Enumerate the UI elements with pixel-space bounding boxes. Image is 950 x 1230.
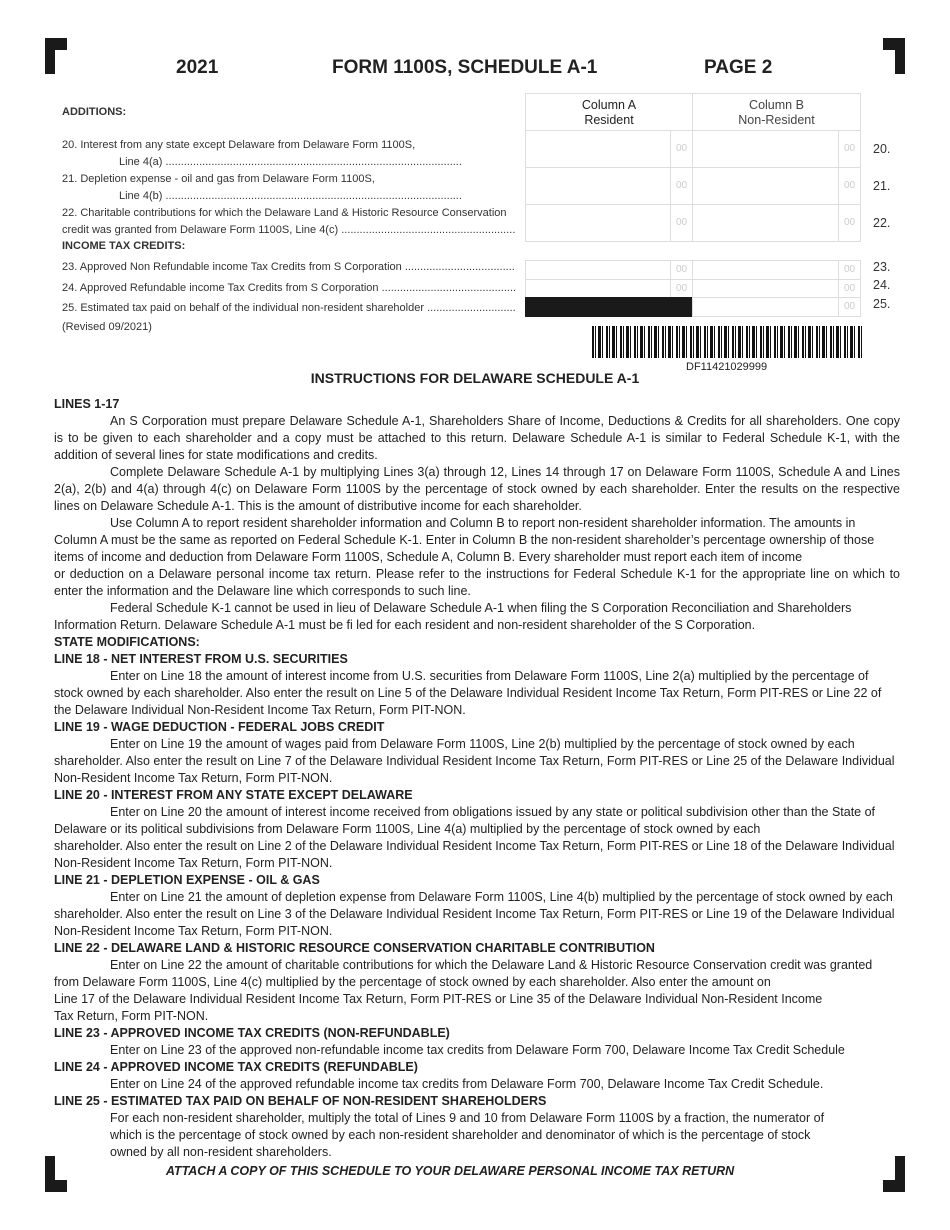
heading-state-modifications: STATE MODIFICATIONS: — [54, 635, 200, 649]
line-23-column-a-cents-text: 00 — [675, 264, 688, 275]
line-24-column-b-field[interactable] — [692, 279, 839, 298]
instructions-title: INSTRUCTIONS FOR DELAWARE SCHEDULE A-1 — [310, 370, 640, 386]
line-24-column-a-field[interactable] — [525, 279, 671, 298]
column-a-header — [525, 93, 693, 131]
heading-line-18: LINE 18 - NET INTEREST FROM U.S. SECURITIES — [54, 652, 348, 666]
paragraph-line-21: Enter on Line 21 the amount of depletion expense from Delaware Form 1100S, Line 4(b) multiplied by the percentage of stock owned by each shareholder. Also enter the result on Line 3 of the Delaware Individual Resident Income Tax Return, Form PIT-RES or Line 19 of the Delaware Individual Non-Resident Income Tax Return, Form PIT-NON. — [54, 890, 895, 938]
line-21-column-b-field[interactable] — [692, 167, 839, 205]
heading-line-25: LINE 25 - ESTIMATED TAX PAID ON BEHALF OF NON-RESIDENT SHAREHOLDERS — [54, 1094, 547, 1108]
line-25-column-b-field[interactable] — [692, 297, 839, 317]
paragraph-line-22: Enter on Line 22 the amount of charitable contributions for which the Delaware Land & Historic Resource Conservation credit was granted from Delaware Form 1100S, Line 4(c) multiplied by the percentage of stock owned by each shareholder. Also enter the amount on — [54, 958, 873, 989]
paragraph-3-cont: or deduction on a Delaware personal income tax return. Please refer to the instructions for Federal Schedule K-1 for the appropriate line on which to enter the information and the Delaware line which corresponds to such line. — [54, 567, 900, 598]
corner-mark-top-left-tab — [45, 38, 67, 50]
paragraph-line-20-cont: shareholder. Also enter the result on Line 2 of the Delaware Individual Resident Income Tax Return, Form PIT-RES or Line 18 of the Delaware Individual Non-Resident Income Tax Return, Form PIT-NON. — [54, 839, 895, 870]
paragraph-line-24: Enter on Line 24 of the approved refundable income tax credits from Delaware Form 700, Delaware Income Tax Credit Schedule. — [110, 1077, 824, 1091]
column-a-title: Column A — [581, 98, 637, 112]
line-25-number: 25. — [873, 297, 891, 311]
paragraph-3: Use Column A to report resident shareholder information and Column B to report non-resident shareholder information. The amounts in Column A must be the same as reported on Federal Schedule K-1. Enter in Column B the non-resident shareholder’s percentage ownership of those items of income and deduction from Delaware Form 1100S, Schedule A, Column B. Every shareholder must report each item of income — [54, 516, 875, 564]
form-year: 2021 — [176, 57, 219, 78]
heading-lines-1-17: LINES 1-17 — [54, 397, 120, 411]
form-title: FORM 1100S, SCHEDULE A-1 — [332, 57, 598, 78]
column-a-subtitle: Resident — [584, 113, 634, 127]
paragraph-4: Federal Schedule K-1 cannot be used in lieu of Delaware Schedule A-1 when filing the S Corporation Reconciliation and Shareholders Information Return. Delaware Schedule A-1 must be fi led for each resident and non-resident shareholder of the S Corporation. — [54, 601, 852, 632]
additions-heading: ADDITIONS: — [62, 106, 127, 118]
line-25-label: 25. Estimated tax paid on behalf of the individual non-resident shareholder ............................. — [62, 302, 516, 314]
line-24-number: 24. — [873, 278, 891, 292]
line-24-column-b-cents-text: 00 — [843, 283, 856, 294]
line-21-column-b-cents-text: 00 — [843, 180, 856, 191]
line-20-column-a-cents-text: 00 — [675, 143, 688, 154]
line-25-column-b-cents-text: 00 — [843, 301, 856, 312]
line-22-column-a-cents-text: 00 — [675, 217, 688, 228]
line-20-label-cont: Line 4(a) ................................................................................................. — [119, 156, 462, 168]
corner-mark-bottom-left-tab — [45, 1180, 67, 1192]
line-23-column-b-cents-text: 00 — [843, 264, 856, 275]
paragraph-2: Complete Delaware Schedule A-1 by multiplying Lines 3(a) through 12, Lines 14 through 17 on Delaware Form 1100S, Schedule A and Lines 2(a), 2(b) and 4(a) through 4(c) on Delaware Form 1100S by the percentage of stock owned by each shareholder. Enter the results on the respective lines on Delaware Schedule A-1. This is the amount of distributive income for each shareholder. — [54, 465, 900, 513]
line-22-column-b-cents-text: 00 — [843, 217, 856, 228]
paragraph-line-22-cont2: Tax Return, Form PIT-NON. — [54, 1009, 209, 1023]
paragraph-line-18: Enter on Line 18 the amount of interest income from U.S. securities from Delaware Form 1100S, Line 2(a) multiplied by the percentage of stock owned by each shareholder. Also enter the result on Line 5 of the Delaware Individual Resident Income Tax Return, Form PIT-RES or Line 22 of the Delaware Individual Non-Resident Income Tax Return, Form PIT-NON. — [54, 669, 882, 717]
line-20-column-b-field[interactable] — [692, 130, 839, 168]
paragraph-1: An S Corporation must prepare Delaware Schedule A-1, Shareholders Share of Income, Deductions & Credits for all shareholders. One copy is to be given to each shareholder and a copy must be attached to this return. Delaware Schedule A-1 is similar to Federal Schedule K-1, with the addition of several lines for state modifications and credits. — [54, 414, 900, 462]
paragraph-line-25: For each non-resident shareholder, multiply the total of Lines 9 and 10 from Delaware Form 1100S by a fraction, the numerator of which is the percentage of stock owned by each non-resident shareholder and denominator of which is the percentage of stock owned by all non-resident shareholders. — [110, 1111, 825, 1159]
page-number: PAGE 2 — [704, 57, 773, 78]
footer-attach-note: ATTACH A COPY OF THIS SCHEDULE TO YOUR DELAWARE PERSONAL INCOME TAX RETURN — [165, 1164, 735, 1178]
line-23-label: 23. Approved Non Refundable income Tax Credits from S Corporation .................................... — [62, 261, 515, 273]
heading-line-21: LINE 21 - DEPLETION EXPENSE - OIL & GAS — [54, 873, 320, 887]
paragraph-line-20: Enter on Line 20 the amount of interest income received from obligations issued by any state or political subdivision other than the State of Delaware or its political subdivisions from Delaware Form 1100S, Line 4(a) multiplied by the percentage of stock owned by each — [54, 805, 876, 836]
line-23-number: 23. — [873, 260, 891, 274]
heading-line-22: LINE 22 - DELAWARE LAND & HISTORIC RESOURCE CONSERVATION CHARITABLE CONTRIBUTION — [54, 941, 655, 955]
line-21-column-a-field[interactable] — [525, 167, 671, 205]
line-23-column-a-field[interactable] — [525, 260, 671, 280]
line-23-column-b-field[interactable] — [692, 260, 839, 280]
heading-line-24: LINE 24 - APPROVED INCOME TAX CREDITS (REFUNDABLE) — [54, 1060, 418, 1074]
column-b-header — [692, 93, 861, 131]
line-20-column-b-cents-text: 00 — [843, 143, 856, 154]
column-b-subtitle: Non-Resident — [738, 113, 815, 127]
line-25-column-a-blacked-out — [525, 297, 693, 317]
column-b-title: Column B — [749, 98, 804, 112]
barcode — [592, 326, 862, 358]
line-20-number: 20. — [873, 142, 891, 156]
line-21-number: 21. — [873, 179, 891, 193]
revised-date: (Revised 09/2021) — [62, 321, 152, 333]
line-22-column-b-field[interactable] — [692, 204, 839, 242]
line-22-label: 22. Charitable contributions for which the Delaware Land & Historic Resource Conservation — [62, 207, 507, 219]
line-21-label: 21. Depletion expense - oil and gas from Delaware Form 1100S, — [62, 173, 375, 185]
instructions-body — [54, 396, 900, 1161]
line-20-column-a-field[interactable] — [525, 130, 671, 168]
line-20-label: 20. Interest from any state except Delaware from Delaware Form 1100S, — [62, 139, 416, 151]
heading-line-23: LINE 23 - APPROVED INCOME TAX CREDITS (NON-REFUNDABLE) — [54, 1026, 450, 1040]
paragraph-line-19: Enter on Line 19 the amount of wages paid from Delaware Form 1100S, Line 2(b) multiplied by the percentage of stock owned by each shareholder. Also enter the result on Line 7 of the Delaware Individual Resident Income Tax Return, Form PIT-RES or Line 25 of the Delaware Individual Non-Resident Income Tax Return, Form PIT-NON. — [54, 737, 895, 785]
line-24-label: 24. Approved Refundable income Tax Credits from S Corporation ............................................ — [62, 282, 517, 294]
line-22-number: 22. — [873, 216, 891, 230]
line-22-column-a-field[interactable] — [525, 204, 671, 242]
paragraph-line-22-cont: Line 17 of the Delaware Individual Resident Income Tax Return, Form PIT-RES or Line 35 of the Delaware Individual Non-Resident Income — [54, 992, 823, 1006]
corner-mark-top-right-tab — [883, 38, 905, 50]
corner-mark-bottom-right-tab — [883, 1180, 905, 1192]
heading-line-19: LINE 19 - WAGE DEDUCTION - FEDERAL JOBS CREDIT — [54, 720, 385, 734]
line-21-label-cont: Line 4(b) ................................................................................................. — [119, 190, 462, 202]
line-24-column-a-cents-text: 00 — [675, 283, 688, 294]
line-22-label-cont: credit was granted from Delaware Form 1100S, Line 4(c) ......................................................... — [62, 224, 516, 236]
line-21-column-a-cents-text: 00 — [675, 180, 688, 191]
income-tax-credits-heading: INCOME TAX CREDITS: — [62, 240, 186, 252]
heading-line-20: LINE 20 - INTEREST FROM ANY STATE EXCEPT DELAWARE — [54, 788, 413, 802]
barcode-number: DF11421029999 — [686, 361, 768, 373]
paragraph-line-23: Enter on Line 23 of the approved non-refundable income tax credits from Delaware Form 700, Delaware Income Tax Credit Schedule — [110, 1043, 845, 1057]
